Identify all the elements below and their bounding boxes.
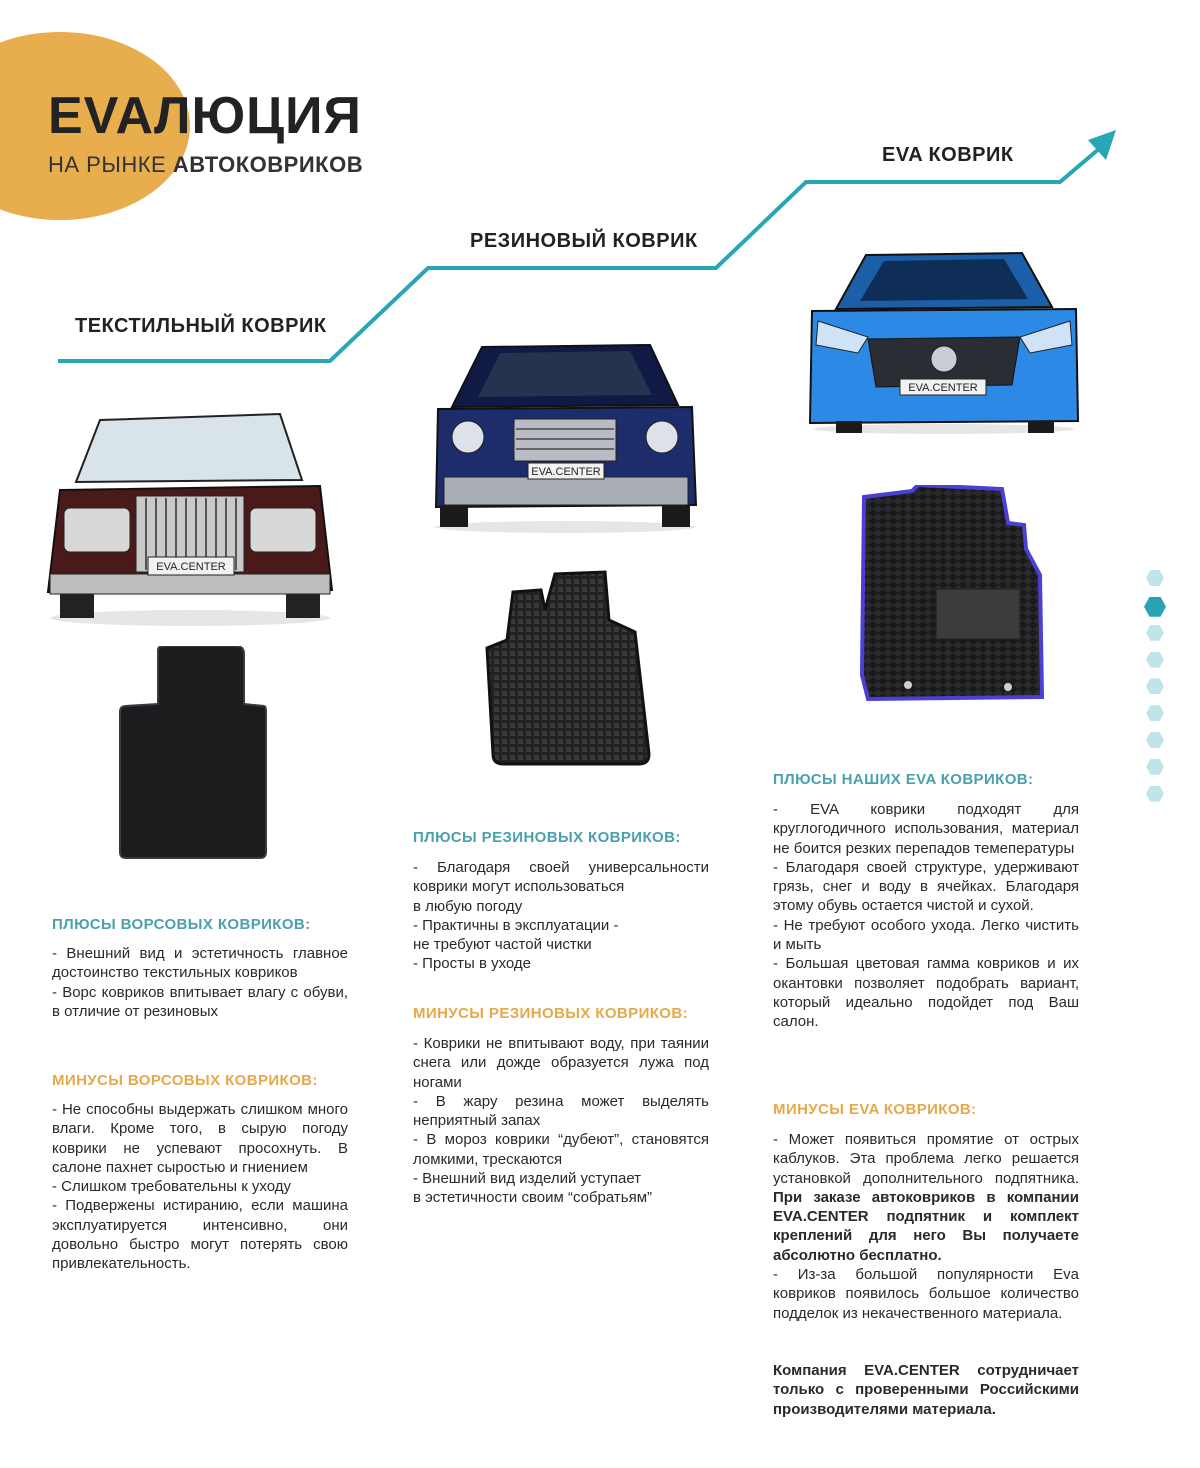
list-item: - Ворс ковриков впитывает влагу с обуви, в отличие от резиновых: [52, 983, 348, 1020]
slide-dot[interactable]: [1146, 625, 1164, 641]
list-item: - Внешний вид и эстетичность главное достоинство текстильных ковриков: [52, 945, 348, 982]
svg-text:EVA.CENTER: EVA.CENTER: [156, 561, 226, 573]
list-item: - В мороз коврики “дубеют”, становятся ломкими, трескаются: [413, 1131, 709, 1168]
list-item: - EVA коврики подходят для круглогодичного использования, материал не боится резких перепадов темепературы: [773, 801, 1079, 857]
eva-cons-title: МИНУСЫ EVA КОВРИКОВ:: [773, 1101, 977, 1118]
slide-dot[interactable]: [1146, 732, 1164, 748]
list-item: в любую погоду: [413, 897, 523, 915]
page-title: EVAЛЮЦИЯ: [48, 87, 362, 145]
textile-cons-title: МИНУСЫ ВОРСОВЫХ КОВРИКОВ:: [52, 1072, 318, 1089]
slide-dot-active[interactable]: [1144, 597, 1166, 617]
list-item: - Благодаря своей структуре, удерживают грязь, снег и воду в ячейках. Благодаря этому обувь остается чистой и сухой.: [773, 858, 1079, 915]
list-item: - Благодаря своей универсальности коврики могут использоваться: [413, 859, 709, 896]
list-item: в эстетичности своим “собратьям”: [413, 1189, 653, 1207]
stage-label-rubber: РЕЗИНОВЫЙ КОВРИК: [470, 230, 698, 252]
slide-dot[interactable]: [1146, 759, 1164, 775]
textile-pros-list: [52, 944, 348, 1021]
list-item: - Внешний вид изделий уступает: [413, 1170, 642, 1188]
slide-dot[interactable]: [1146, 705, 1164, 721]
list-item: - Просты в уходе: [413, 955, 532, 973]
list-item: - Подвержены истиранию, если машина эксплуатируется интенсивно, они довольно быстро могут потерять свою привлекательность.: [52, 1197, 348, 1273]
svg-text:EVA.CENTER: EVA.CENTER: [531, 466, 601, 478]
page-subtitle: НА РЫНКЕ АВТОКОВРИКОВ: [48, 152, 364, 177]
rubber-mat-image: [485, 570, 655, 768]
slide-dots: [1144, 570, 1166, 812]
list-item: - Не способны выдержать слишком много влаги. Кроме того, в сырую погоду коврики не успевают просохнуть. В салоне пахнет сыростью и гниением: [52, 1101, 348, 1176]
eva-pros-title: ПЛЮСЫ НАШИХ EVA КОВРИКОВ:: [773, 771, 1034, 788]
list-item: - Практичны в эксплуатации -: [413, 916, 619, 934]
rubber-pros-title: ПЛЮСЫ РЕЗИНОВЫХ КОВРИКОВ:: [413, 829, 681, 846]
rubber-pros-list: [413, 858, 709, 974]
list-item: - Может появиться промятие от острых каблуков. Эта проблема легко решается установкой дополнительного подпятника. При заказе автоковриков в компании EVA.CENTER подпятник и комплект креплений для него Вы получаете абсолютно бесплатно.: [773, 1131, 1079, 1264]
rubber-car-image: [430, 335, 700, 535]
stage-label-textile: ТЕКСТИЛЬНЫЙ КОВРИК: [75, 315, 327, 337]
eva-footer-note: Компания EVA.CENTER сотрудничает только с проверенными Российскими производителями материала.: [773, 1362, 1079, 1418]
list-item: - Слишком требовательны к уходу: [52, 1178, 292, 1196]
list-item: - В жару резина может выделять неприятный запах: [413, 1092, 709, 1130]
list-item: - Не требуют особого ухода. Легко чистить и мыть: [773, 916, 1079, 954]
textile-mat-image: [118, 646, 268, 860]
eva-mat-image: [858, 485, 1048, 705]
slide-dot[interactable]: [1146, 652, 1164, 668]
svg-text:EVA.CENTER: EVA.CENTER: [908, 382, 978, 394]
stage-label-eva: EVA КОВРИК: [882, 144, 1014, 166]
textile-pros-title: ПЛЮСЫ ВОРСОВЫХ КОВРИКОВ:: [52, 916, 311, 933]
eva-pros-list: [773, 800, 1079, 1032]
textile-cons-list: [52, 1100, 348, 1274]
list-item: не требуют частой чистки: [413, 936, 592, 954]
list-item: - Большая цветовая гамма ковриков и их окантовки позволяет подобрать вариант, который идеально подойдет под Ваш салон.: [773, 955, 1079, 1031]
slide-dot[interactable]: [1146, 570, 1164, 586]
textile-car-image: [40, 400, 340, 630]
list-item: - Из-за большой популярности Eva ковриков появилось большое количество подделок из некачественного материала.: [773, 1266, 1079, 1322]
eva-car-image: [806, 245, 1082, 435]
slide-dot[interactable]: [1146, 678, 1164, 694]
eva-cons-list: [773, 1130, 1079, 1323]
slide-dot[interactable]: [1146, 786, 1164, 802]
list-item: - Коврики не впитывают воду, при таянии снега или дожде образуется лужа под ногами: [413, 1035, 709, 1091]
rubber-cons-list: [413, 1034, 709, 1208]
rubber-cons-title: МИНУСЫ РЕЗИНОВЫХ КОВРИКОВ:: [413, 1005, 688, 1022]
